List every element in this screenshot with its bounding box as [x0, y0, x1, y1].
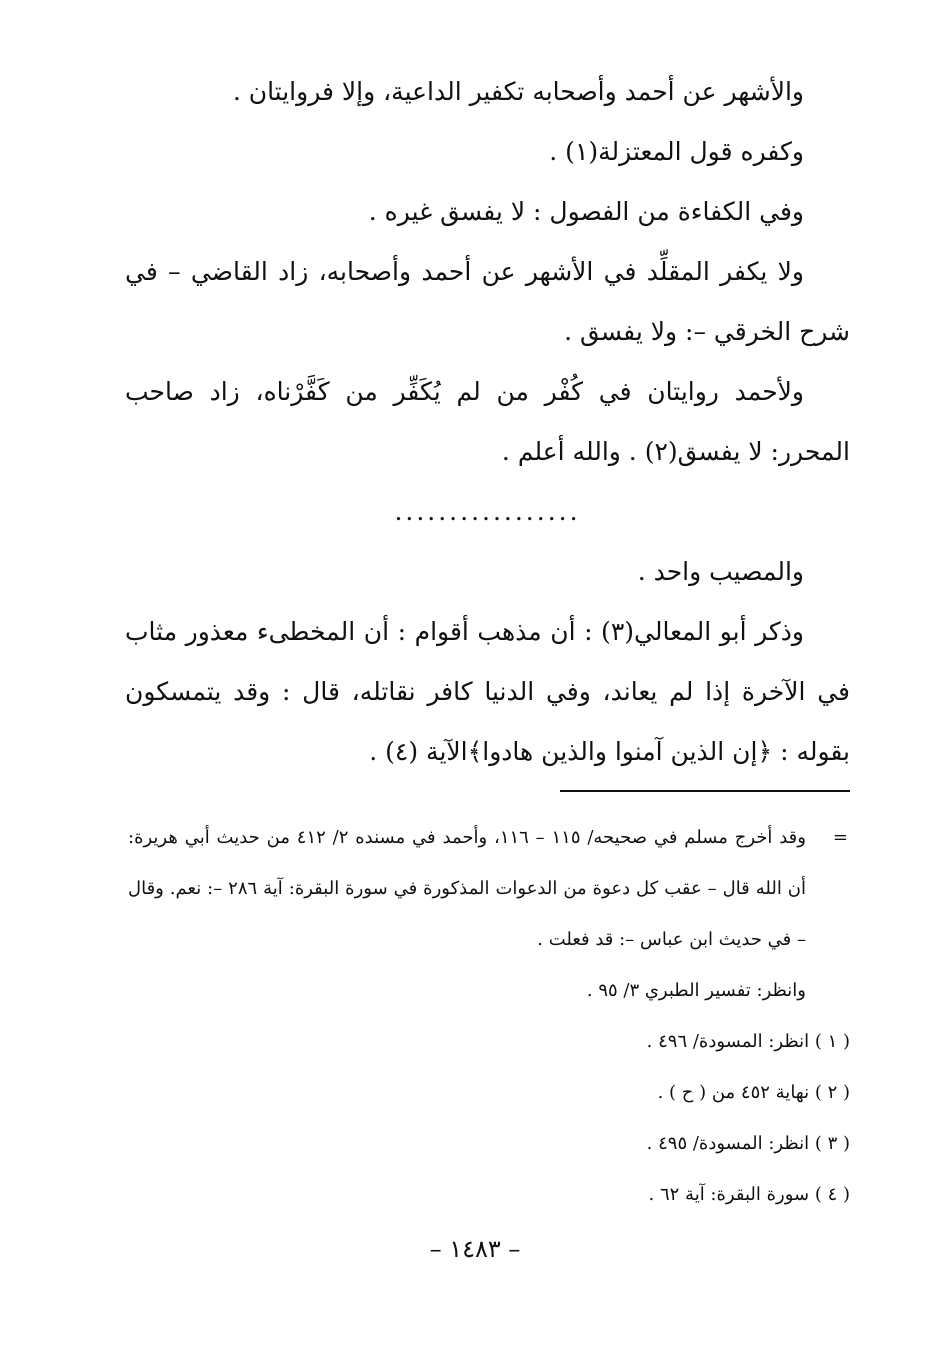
footnote-continuation [128, 812, 850, 965]
paragraph: وذكر أبو المعالي(٣) : أن مذهب أقوام : أن المخطىء معذور مثاب في الآخرة إذا لم يعاند، وفي الدنيا كافر نقاتله، قال : وقد يتمسكون بقوله : ﴿إن الذين آمنوا والذين هادوا﴾الآية (٤) . [125, 617, 850, 766]
footnote-continuation-text: وقد أخرج مسلم في صحيحه/ ١١٥ – ١١٦، وأحمد في مسنده ٢/ ٤١٢ من حديث أبي هريرة: أن الله قال – عقب كل دعوة من الدعوات المذكورة في سورة البقرة: آية ٢٨٦ –: نعم. وقال – في حديث ابن عباس –: قد فعلت . [128, 827, 806, 950]
section-separator: ................. [394, 497, 581, 526]
paragraph: ولأحمد روايتان في كُفْر من لم يُكَفِّر من كَفَّرْناه، زاد صاحب المحرر: لا يفسق(٢) . والله أعلم . [125, 377, 850, 466]
continuation-marker: = [832, 827, 848, 848]
paragraph: ولا يكفر المقلِّد في الأشهر عن أحمد وأصحابه، زاد القاضي – في شرح الخرقي –: ولا يفسق . [125, 257, 850, 346]
footnote-divider [560, 790, 850, 792]
footnote-item: ( ٤ ) سورة البقرة: آية ٦٢ . [648, 1184, 850, 1205]
footnote-item: ( ٢ ) نهاية ٤٥٢ من ( ح ) . [657, 1082, 850, 1103]
paragraph: والأشهر عن أحمد وأصحابه تكفير الداعية، وإلا فروايتان . [232, 77, 804, 106]
footnote-item: ( ٣ ) انظر: المسودة/ ٤٩٥ . [646, 1133, 850, 1154]
paragraph: وفي الكفاءة من الفصول : لا يفسق غيره . [368, 197, 804, 226]
footnote-item: ( ١ ) انظر: المسودة/ ٤٩٦ . [646, 1031, 850, 1052]
page-number: – ١٤٨٣ – [429, 1235, 521, 1263]
footnote-see-also: وانظر: تفسير الطبري ٣/ ٩٥ . [586, 980, 806, 1001]
paragraph: والمصيب واحد . [637, 557, 804, 586]
paragraph: وكفره قول المعتزلة(١) . [549, 137, 804, 166]
main-text-body [125, 62, 850, 782]
footnotes [128, 812, 850, 1220]
